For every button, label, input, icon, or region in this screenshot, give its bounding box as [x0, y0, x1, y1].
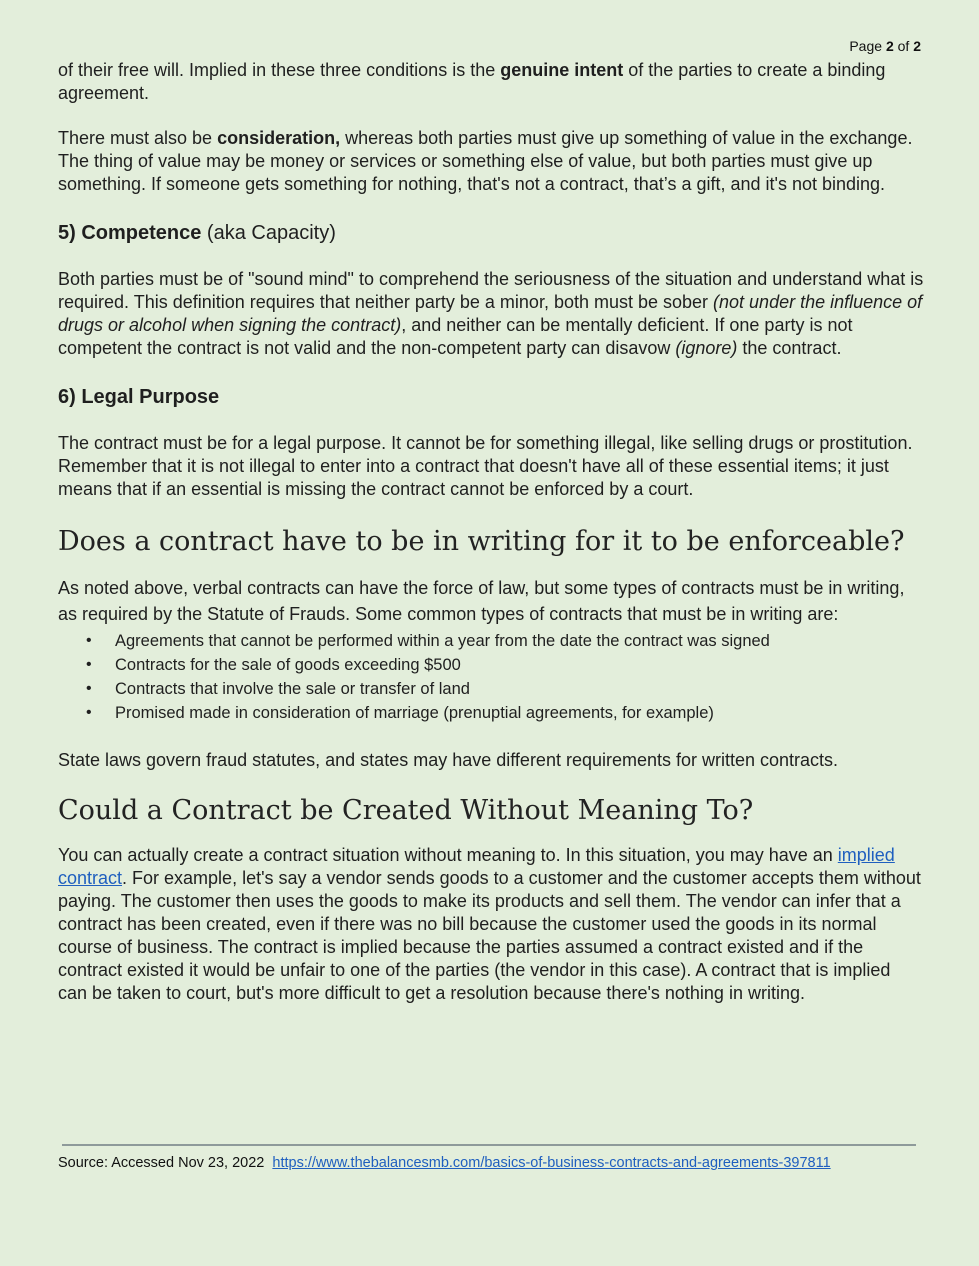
heading-implied-contract: Could a Contract be Created Without Meaning To?: [58, 795, 754, 826]
paragraph-legal-purpose: The contract must be for a legal purpose. It cannot be for something illegal, like selling drugs or prostitution. Remember that it is not illegal to enter into a contract that doesn't have all of these essential items; it just means that if an essential is missing the contract cannot be enforced by a court.: [58, 433, 913, 499]
text: whereas both parties must give up something of value in the exchange. The thing of value may be money or services or something else of value, but both parties must give up something. If someone gets something for nothing, that's not a contract, that’s a gift, and it's not binding.: [58, 128, 913, 194]
heading-rest: (aka Capacity): [201, 222, 336, 244]
source-link[interactable]: https://www.thebalancesmb.com/basics-of-business-contracts-and-agreements-397811: [272, 1155, 831, 1171]
total-pages: 2: [913, 38, 921, 54]
page-number: [849, 38, 921, 54]
footer-divider: [62, 1144, 916, 1146]
page-of: of: [897, 38, 910, 54]
list-item: • Agreements that cannot be performed within a year from the date the contract was signed: [115, 629, 924, 653]
text: the contract.: [737, 338, 842, 358]
source-label: Source: Accessed Nov 23, 2022: [58, 1155, 265, 1171]
current-page: 2: [885, 38, 894, 54]
page-label: Page: [849, 38, 883, 54]
text: . For example, let's say a vendor sends goods to a customer and the customer accepts them without paying. The customer then uses the goods to make its products and sell them. The vendor can infer that a contract has been created, even if there was no bill because the customer used the goods in its normal course of business. The contract is implied because the parties assumed a contract existed and if the contract existed it would be unfair to one of the parties (the vendor in this case). A contract that is implied can be taken to court, but's more difficult to get a resolution because there's nothing in writing.: [58, 868, 921, 1003]
text: of their free will. Implied in these three conditions is the: [58, 60, 501, 80]
section-heading-legal-purpose: [58, 384, 924, 410]
list-item: • Contracts for the sale of goods exceeding $500: [115, 653, 924, 677]
list-item: • Promised made in consideration of marriage (prenuptial agreements, for example): [115, 701, 924, 725]
italic-text: (ignore): [675, 338, 738, 358]
paragraph-intent: [58, 59, 924, 105]
paragraph-competence: [58, 268, 924, 360]
heading-bold: 6) Legal Purpose: [58, 386, 220, 408]
bold-text: genuine intent: [500, 60, 624, 80]
writing-requirements-list: [58, 629, 924, 725]
italic-text: (not under the influence of drugs or alcohol when signing the contract): [58, 292, 923, 335]
source-citation: [58, 1155, 831, 1171]
paragraph-writing: As noted above, verbal contracts can have the force of law, but some types of contracts must be in writing, as required by the Statute of Frauds. Some common types of contracts that must be in writing are:: [58, 578, 905, 624]
section-heading-competence: [58, 220, 924, 246]
text: of the parties to create a binding agreement.: [58, 60, 886, 103]
paragraph-consideration: [58, 127, 924, 196]
text: Both parties must be of "sound mind" to comprehend the seriousness of the situation and understand what is required. This definition requires that neither party be a minor, both must be sober: [58, 269, 924, 312]
heading-bold: 5) Competence: [58, 222, 202, 244]
heading-writing: Does a contract have to be in writing for it to be enforceable?: [58, 526, 905, 557]
paragraph-state-laws: State laws govern fraud statutes, and states may have different requirements for written contracts.: [58, 750, 839, 770]
paragraph-implied-contract: [58, 844, 924, 1005]
bold-text: consideration,: [217, 128, 341, 148]
text: , and neither can be mentally deficient. If one party is not competent the contract is not valid and the non-competent party can disavow: [58, 315, 853, 358]
text: You can actually create a contract situation without meaning to. In this situation, you may have an: [58, 845, 838, 865]
implied-contract-link[interactable]: implied contract: [58, 845, 895, 888]
list-item: • Contracts that involve the sale or transfer of land: [115, 677, 924, 701]
document-body: [58, 59, 924, 1005]
text: There must also be: [58, 128, 218, 148]
